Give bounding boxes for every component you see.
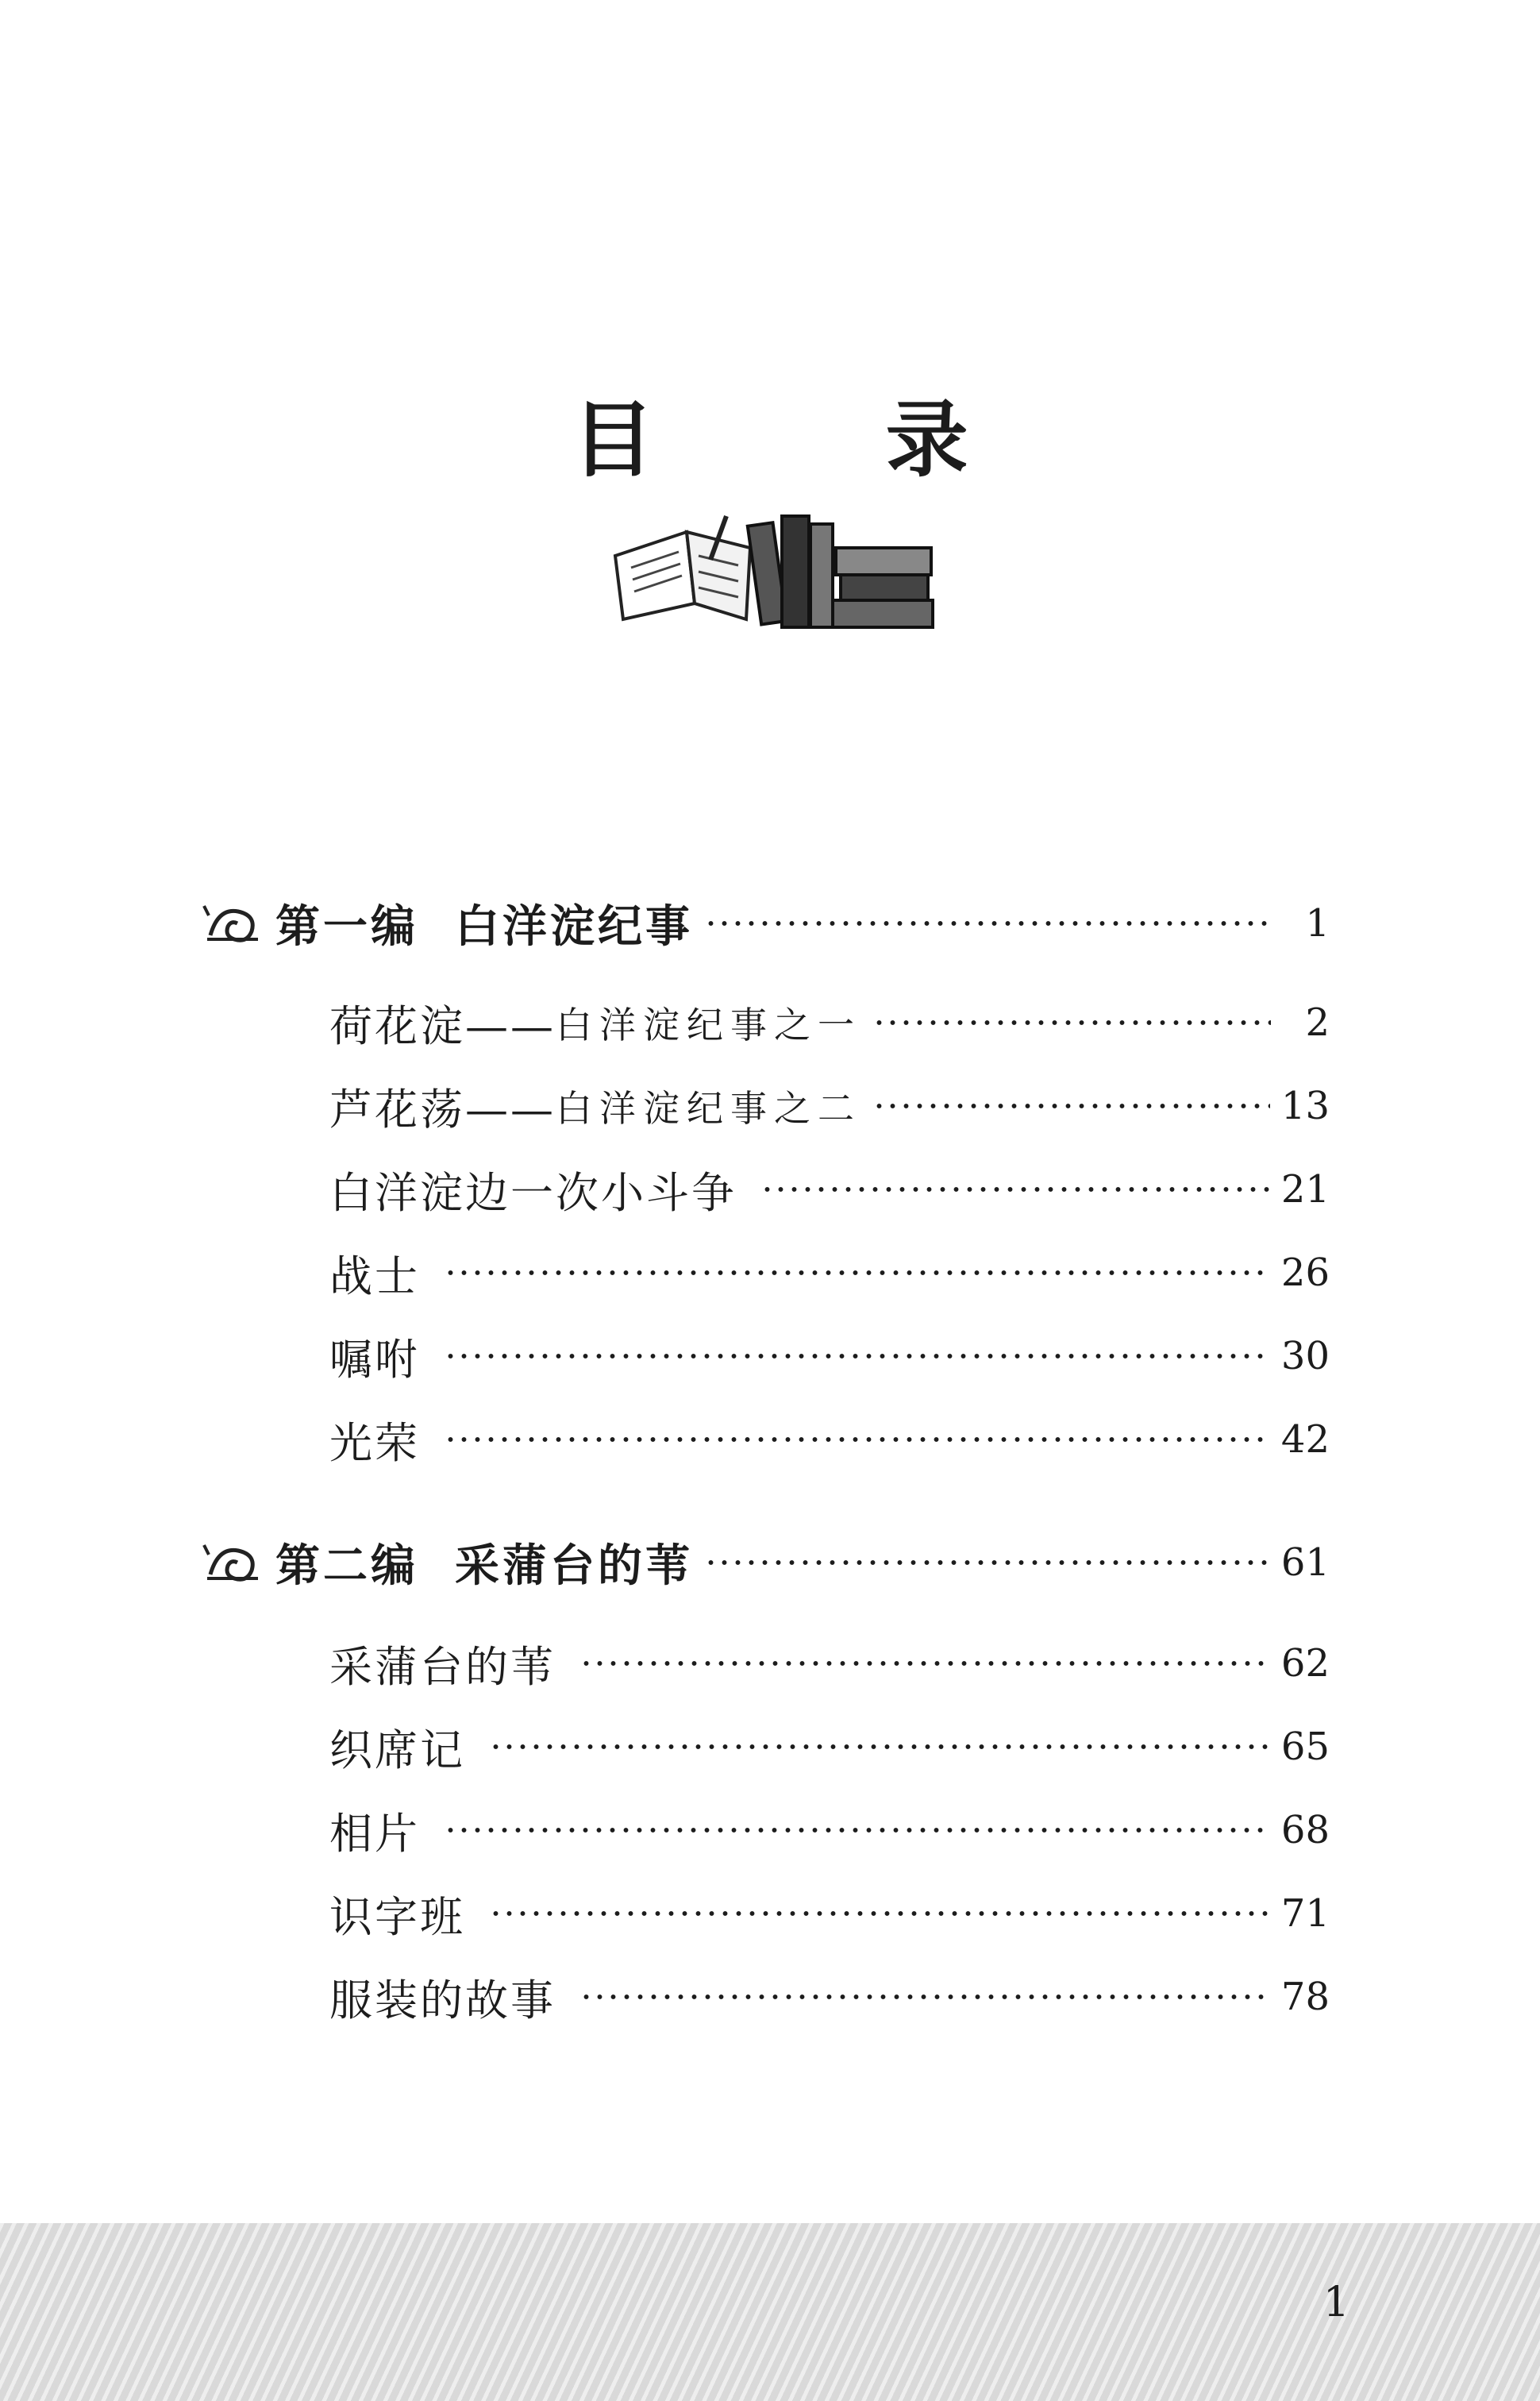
toc-entry[interactable] (329, 1074, 1330, 1138)
entry-page: 65 (1280, 1725, 1330, 1769)
leader-dots (872, 1019, 1271, 1026)
toc-entry[interactable] (329, 1715, 1330, 1779)
entry-title: 相片 (329, 1808, 420, 1859)
entry-title: 芦花荡—— (329, 1084, 556, 1135)
leader-dots (444, 1436, 1270, 1443)
leader-dots (489, 1910, 1270, 1917)
toc-entry[interactable] (329, 1632, 1330, 1695)
section-label: 第二编 (275, 1540, 418, 1592)
entry-title: 荷花淀—— (329, 1000, 556, 1051)
entry-page: 68 (1280, 1808, 1330, 1852)
toc-entry[interactable] (329, 1324, 1330, 1388)
toc-entry[interactable] (329, 1882, 1330, 1945)
entry-page: 13 (1280, 1084, 1330, 1128)
entry-title: 白洋淀边一次小斗争 (329, 1167, 737, 1218)
entry-page: 78 (1280, 1975, 1330, 2019)
leader-dots (579, 1660, 1270, 1667)
section-name: 采蒲台的苇 (455, 1540, 693, 1592)
entry-title: 嘱咐 (329, 1334, 420, 1385)
section-page: 61 (1280, 1540, 1330, 1585)
page-number: 1 (1322, 2279, 1349, 2326)
leader-dots (579, 1994, 1270, 2000)
leader-dots (704, 920, 1271, 927)
snail-icon (202, 900, 264, 947)
section-page: 1 (1305, 901, 1330, 946)
entry-page: 71 (1280, 1891, 1330, 1936)
entry-title: 服装的故事 (329, 1975, 556, 2025)
entry-title: 织席记 (329, 1725, 465, 1775)
entry-subtitle: 白洋淀纪事之二 (556, 1087, 861, 1130)
entry-page: 26 (1280, 1251, 1330, 1295)
snail-icon (202, 1539, 264, 1586)
entry-title: 光荣 (329, 1417, 420, 1468)
leader-dots (444, 1270, 1270, 1276)
entry-title: 战士 (329, 1251, 420, 1301)
entry-title: 识字班 (329, 1891, 465, 1942)
page-title: 目 录 (572, 391, 1043, 488)
toc-entry[interactable] (329, 991, 1330, 1054)
toc-entry[interactable] (329, 1158, 1330, 1221)
toc-entry[interactable] (329, 1408, 1330, 1471)
toc-entry[interactable] (329, 1965, 1330, 2029)
leader-dots (704, 1559, 1270, 1566)
leader-dots (489, 1744, 1270, 1750)
books-icon (607, 500, 941, 635)
leader-dots (444, 1827, 1270, 1833)
entry-page: 21 (1280, 1167, 1330, 1212)
entry-page: 2 (1305, 1000, 1330, 1045)
entry-page: 62 (1280, 1641, 1330, 1686)
footer-band (0, 2223, 1540, 2401)
toc-entry[interactable] (329, 1798, 1330, 1862)
toc-section-2[interactable] (202, 1527, 1330, 1598)
entry-page: 42 (1280, 1417, 1330, 1462)
toc-entry[interactable] (329, 1241, 1330, 1305)
section-label: 第一编 (275, 901, 418, 953)
entry-subtitle: 白洋淀纪事之一 (556, 1004, 861, 1046)
toc-section-1[interactable] (202, 888, 1330, 959)
entry-title: 采蒲台的苇 (329, 1641, 556, 1692)
section-name: 白洋淀纪事 (455, 901, 693, 953)
leader-dots (760, 1186, 1270, 1193)
leader-dots (872, 1103, 1270, 1109)
entry-page: 30 (1280, 1334, 1330, 1378)
leader-dots (444, 1353, 1270, 1359)
